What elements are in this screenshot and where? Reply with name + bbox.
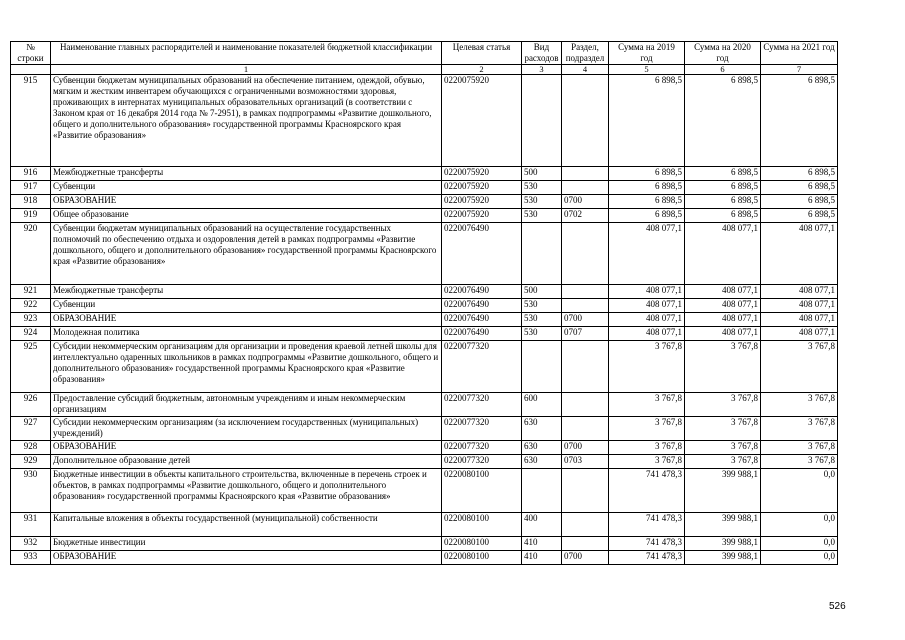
- row-number: 918: [11, 195, 51, 209]
- row-target-code: 0220076490: [442, 223, 522, 285]
- column-number: 3: [522, 65, 562, 75]
- row-sum-2019: 3 767,8: [609, 417, 685, 441]
- row-target-code: 0220076490: [442, 285, 522, 299]
- table-row: [11, 417, 838, 441]
- row-sum-2021: 408 077,1: [761, 299, 838, 313]
- row-sum-2020: 3 767,8: [685, 455, 761, 469]
- row-sum-2020: 6 898,5: [685, 75, 761, 167]
- row-sum-2021: 408 077,1: [761, 223, 838, 285]
- row-sum-2021: 0,0: [761, 537, 838, 551]
- row-sum-2019: 6 898,5: [609, 195, 685, 209]
- row-section: [562, 299, 609, 313]
- row-sum-2019: 3 767,8: [609, 455, 685, 469]
- row-number: 924: [11, 327, 51, 341]
- column-number: 2: [442, 65, 522, 75]
- row-sum-2020: 6 898,5: [685, 195, 761, 209]
- table-row: [11, 537, 838, 551]
- row-target-code: 0220077320: [442, 455, 522, 469]
- row-expense-type: 530: [522, 195, 562, 209]
- row-number: 929: [11, 455, 51, 469]
- row-sum-2019: 741 478,3: [609, 551, 685, 565]
- row-sum-2019: 408 077,1: [609, 313, 685, 327]
- row-sum-2019: 6 898,5: [609, 181, 685, 195]
- table-row: [11, 393, 838, 417]
- row-sum-2020: 6 898,5: [685, 209, 761, 223]
- row-expense-type: [522, 75, 562, 167]
- row-sum-2019: 741 478,3: [609, 537, 685, 551]
- page-number: 526: [829, 601, 846, 612]
- table-row: [11, 341, 838, 393]
- row-sum-2019: 6 898,5: [609, 209, 685, 223]
- table-row: [11, 513, 838, 537]
- row-name: Субвенции бюджетам муниципальных образований на осуществление государственных полномочий по обеспечению отдыха и оздоровления детей в рамках подпрограммы «Развитие дошкольного, общего и дополнительного образования» государственной программы Красноярского края «Развитие образования»: [51, 223, 442, 285]
- row-name: Субсидии некоммерческим организациям для организации и проведения краевой летней школы для интеллектуально одаренных школьников в рамках подпрограммы «Развитие дошкольного, общего и дополнительного образования» государственной программы Красноярского края «Развитие образования»: [51, 341, 442, 393]
- row-name: Субвенции: [51, 181, 442, 195]
- row-expense-type: 410: [522, 537, 562, 551]
- header-row-no: № строки: [11, 42, 51, 65]
- row-number: 932: [11, 537, 51, 551]
- header-row: [11, 42, 838, 65]
- column-number-blank: [11, 65, 51, 75]
- row-expense-type: 530: [522, 313, 562, 327]
- row-sum-2019: 408 077,1: [609, 299, 685, 313]
- row-sum-2021: 3 767,8: [761, 455, 838, 469]
- table-row: [11, 181, 838, 195]
- table-row: [11, 455, 838, 469]
- row-section: [562, 181, 609, 195]
- row-expense-type: 630: [522, 441, 562, 455]
- table-row: [11, 327, 838, 341]
- row-name: Бюджетные инвестиции: [51, 537, 442, 551]
- row-sum-2020: 408 077,1: [685, 299, 761, 313]
- row-section: [562, 75, 609, 167]
- row-name: ОБРАЗОВАНИЕ: [51, 195, 442, 209]
- row-target-code: 0220075920: [442, 75, 522, 167]
- column-number: 1: [51, 65, 442, 75]
- row-section: 0700: [562, 313, 609, 327]
- row-sum-2021: 3 767,8: [761, 441, 838, 455]
- row-target-code: 0220075920: [442, 181, 522, 195]
- row-number: 927: [11, 417, 51, 441]
- row-name: Капитальные вложения в объекты государственной (муниципальной) собственности: [51, 513, 442, 537]
- row-name: Субсидии некоммерческим организациям (за исключением государственных (муниципальных) учреждений): [51, 417, 442, 441]
- row-section: [562, 341, 609, 393]
- budget-table: [10, 41, 838, 565]
- row-section: [562, 223, 609, 285]
- row-name: ОБРАЗОВАНИЕ: [51, 441, 442, 455]
- row-section: 0700: [562, 441, 609, 455]
- row-sum-2020: 6 898,5: [685, 167, 761, 181]
- row-section: [562, 285, 609, 299]
- row-expense-type: 400: [522, 513, 562, 537]
- row-sum-2021: 0,0: [761, 551, 838, 565]
- row-expense-type: 530: [522, 209, 562, 223]
- column-numbers-row: [11, 65, 838, 75]
- row-name: Общее образование: [51, 209, 442, 223]
- row-section: [562, 167, 609, 181]
- row-sum-2021: 6 898,5: [761, 167, 838, 181]
- row-name: ОБРАЗОВАНИЕ: [51, 551, 442, 565]
- row-number: 922: [11, 299, 51, 313]
- row-name: Межбюджетные трансферты: [51, 167, 442, 181]
- row-sum-2019: 408 077,1: [609, 285, 685, 299]
- row-section: 0700: [562, 195, 609, 209]
- row-target-code: 0220076490: [442, 327, 522, 341]
- row-sum-2019: 6 898,5: [609, 167, 685, 181]
- table-row: [11, 195, 838, 209]
- row-name: Субвенции бюджетам муниципальных образований на обеспечение питанием, одеждой, обувью, мягким и жестким инвентарем обучающихся с ограниченными возможностями здоровья, проживающих в интернатах муниципальных образовательных организаций (в соответствии с Законом края от 16 декабря 2014 года № 7-2951), в рамках подпрограммы «Развитие дошкольного, общего и дополнительного образования» государственной программы Красноярского края «Развитие образования»: [51, 75, 442, 167]
- row-sum-2021: 3 767,8: [761, 341, 838, 393]
- row-expense-type: [522, 469, 562, 513]
- row-sum-2021: 6 898,5: [761, 209, 838, 223]
- row-sum-2019: 741 478,3: [609, 469, 685, 513]
- table-row: [11, 167, 838, 181]
- row-section: [562, 469, 609, 513]
- row-sum-2019: 408 077,1: [609, 223, 685, 285]
- row-section: [562, 513, 609, 537]
- row-target-code: 0220076490: [442, 313, 522, 327]
- header-sum-2020: Сумма на 2020 год: [685, 42, 761, 65]
- header-exp-type: Вид расходов: [522, 42, 562, 65]
- row-number: 933: [11, 551, 51, 565]
- row-section: 0700: [562, 551, 609, 565]
- column-number: 4: [562, 65, 609, 75]
- row-number: 923: [11, 313, 51, 327]
- row-sum-2019: 3 767,8: [609, 341, 685, 393]
- row-sum-2020: 6 898,5: [685, 181, 761, 195]
- row-sum-2019: 3 767,8: [609, 441, 685, 455]
- row-target-code: 0220077320: [442, 417, 522, 441]
- row-sum-2020: 408 077,1: [685, 327, 761, 341]
- row-sum-2021: 6 898,5: [761, 181, 838, 195]
- row-sum-2019: 741 478,3: [609, 513, 685, 537]
- table-row: [11, 469, 838, 513]
- header-sum-2021: Сумма на 2021 год: [761, 42, 838, 65]
- row-number: 928: [11, 441, 51, 455]
- row-expense-type: [522, 223, 562, 285]
- row-section: [562, 537, 609, 551]
- header-section: Раздел, подраздел: [562, 42, 609, 65]
- row-expense-type: 500: [522, 285, 562, 299]
- row-name: Субвенции: [51, 299, 442, 313]
- table-row: [11, 223, 838, 285]
- row-section: [562, 417, 609, 441]
- column-number: 6: [685, 65, 761, 75]
- row-expense-type: 530: [522, 299, 562, 313]
- row-target-code: 0220077320: [442, 341, 522, 393]
- row-number: 921: [11, 285, 51, 299]
- column-number: 5: [609, 65, 685, 75]
- row-sum-2020: 408 077,1: [685, 285, 761, 299]
- row-number: 931: [11, 513, 51, 537]
- header-target: Целевая статья: [442, 42, 522, 65]
- row-target-code: 0220080100: [442, 513, 522, 537]
- row-name: Молодежная политика: [51, 327, 442, 341]
- row-target-code: 0220080100: [442, 551, 522, 565]
- row-expense-type: 630: [522, 417, 562, 441]
- row-expense-type: 600: [522, 393, 562, 417]
- table-row: [11, 441, 838, 455]
- table-row: [11, 313, 838, 327]
- row-sum-2021: 3 767,8: [761, 417, 838, 441]
- row-sum-2021: 6 898,5: [761, 75, 838, 167]
- row-number: 930: [11, 469, 51, 513]
- row-number: 917: [11, 181, 51, 195]
- row-name: Бюджетные инвестиции в объекты капитального строительства, включенные в перечень строек и объектов, в рамках подпрограммы «Развитие дошкольного, общего и дополнительного образования» государственной программы Красноярского края «Развитие образования»: [51, 469, 442, 513]
- row-sum-2019: 6 898,5: [609, 75, 685, 167]
- row-sum-2020: 3 767,8: [685, 393, 761, 417]
- row-sum-2021: 0,0: [761, 469, 838, 513]
- row-expense-type: [522, 341, 562, 393]
- row-name: Предоставление субсидий бюджетным, автономным учреждениям и иным некоммерческим организациям: [51, 393, 442, 417]
- row-sum-2021: 0,0: [761, 513, 838, 537]
- row-section: 0707: [562, 327, 609, 341]
- row-section: 0703: [562, 455, 609, 469]
- row-sum-2021: 3 767,8: [761, 393, 838, 417]
- row-number: 916: [11, 167, 51, 181]
- row-number: 919: [11, 209, 51, 223]
- table-row: [11, 75, 838, 167]
- header-sum-2019: Сумма на 2019 год: [609, 42, 685, 65]
- header-name: Наименование главных распорядителей и наименование показателей бюджетной классификации: [51, 42, 442, 65]
- row-sum-2021: 408 077,1: [761, 285, 838, 299]
- row-sum-2021: 408 077,1: [761, 313, 838, 327]
- row-sum-2020: 3 767,8: [685, 441, 761, 455]
- column-number: 7: [761, 65, 838, 75]
- row-target-code: 0220075920: [442, 167, 522, 181]
- row-sum-2019: 408 077,1: [609, 327, 685, 341]
- table-row: [11, 299, 838, 313]
- row-number: 920: [11, 223, 51, 285]
- table-row: [11, 285, 838, 299]
- row-sum-2020: 3 767,8: [685, 341, 761, 393]
- row-expense-type: 630: [522, 455, 562, 469]
- row-target-code: 0220080100: [442, 537, 522, 551]
- row-sum-2020: 399 988,1: [685, 551, 761, 565]
- table-row: [11, 551, 838, 565]
- row-expense-type: 530: [522, 181, 562, 195]
- row-target-code: 0220077320: [442, 393, 522, 417]
- row-target-code: 0220077320: [442, 441, 522, 455]
- row-name: Дополнительное образование детей: [51, 455, 442, 469]
- row-target-code: 0220080100: [442, 469, 522, 513]
- row-section: 0702: [562, 209, 609, 223]
- row-sum-2020: 399 988,1: [685, 513, 761, 537]
- row-sum-2020: 408 077,1: [685, 313, 761, 327]
- row-expense-type: 410: [522, 551, 562, 565]
- row-sum-2020: 408 077,1: [685, 223, 761, 285]
- row-section: [562, 393, 609, 417]
- row-expense-type: 530: [522, 327, 562, 341]
- row-sum-2021: 408 077,1: [761, 327, 838, 341]
- row-sum-2020: 3 767,8: [685, 417, 761, 441]
- row-target-code: 0220075920: [442, 209, 522, 223]
- row-expense-type: 500: [522, 167, 562, 181]
- table-row: [11, 209, 838, 223]
- row-sum-2019: 3 767,8: [609, 393, 685, 417]
- row-sum-2021: 6 898,5: [761, 195, 838, 209]
- row-sum-2020: 399 988,1: [685, 469, 761, 513]
- row-target-code: 0220075920: [442, 195, 522, 209]
- row-number: 926: [11, 393, 51, 417]
- row-target-code: 0220076490: [442, 299, 522, 313]
- row-name: ОБРАЗОВАНИЕ: [51, 313, 442, 327]
- row-sum-2020: 399 988,1: [685, 537, 761, 551]
- row-number: 915: [11, 75, 51, 167]
- row-number: 925: [11, 341, 51, 393]
- row-name: Межбюджетные трансферты: [51, 285, 442, 299]
